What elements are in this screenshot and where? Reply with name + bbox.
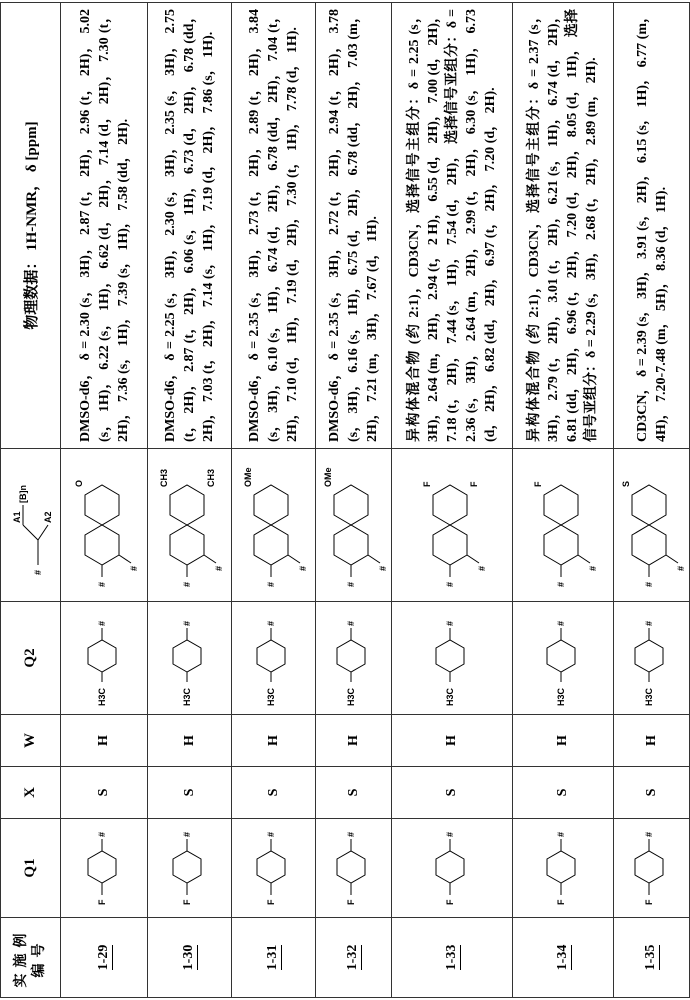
svg-text:H3C: H3C bbox=[644, 687, 654, 706]
svg-text:F: F bbox=[182, 899, 192, 905]
fused-ring-structure bbox=[152, 455, 222, 595]
svg-text:#: # bbox=[182, 832, 192, 837]
fused-ring-structure bbox=[67, 455, 137, 595]
svg-text:OMe: OMe bbox=[323, 467, 333, 487]
fluorophenyl-structure bbox=[72, 823, 132, 913]
nmr-data: DMSO-d6， δ = 2.35 (s， 3H)， 2.73 (t， 2H)， 2.89 (t， 2H)， 3.84 (s， 3H)， 6.10 (s， 1H)， 6.74 (d， 2H)， 6.78 (dd， 2H)， 7.04 (t， 2H)， 7.10 (d， 1H)， 7.19 (d， 2H)， 7.30 (t， 1H)， 7.78 (d， 1H). bbox=[232, 3, 316, 449]
svg-text:#: # bbox=[97, 832, 107, 837]
fluorophenyl-structure bbox=[321, 823, 381, 913]
fragment-structure bbox=[392, 449, 513, 602]
svg-text:#: # bbox=[556, 582, 566, 587]
table-row bbox=[232, 3, 316, 998]
example-no: 1-35 bbox=[614, 918, 690, 998]
q2-structure bbox=[392, 602, 513, 715]
q2-structure bbox=[316, 602, 392, 715]
svg-text:#: # bbox=[445, 832, 455, 837]
x-value: S bbox=[513, 767, 614, 819]
svg-text:H3C: H3C bbox=[97, 687, 107, 706]
fragment-structure bbox=[232, 449, 316, 602]
tolyl-structure bbox=[72, 608, 132, 708]
svg-text:F: F bbox=[469, 481, 479, 487]
fluorophenyl-structure bbox=[420, 823, 480, 913]
svg-text:H3C: H3C bbox=[266, 687, 276, 706]
nmr-data: 异构体混合物 (约 2:1)，CD3CN，选择信号主组分：δ = 2.37 (s， 3H)， 2.79 (t， 2H)， 3.01 (t， 2H)， 6.21 (s， 1H)， 6.74 (d， 2H)， 6.81 (dd， 2H)， 6.96 (t， 2H)， 7.20 (d， 2H)， 8.05 (d， 1H)， 选择信号亚组分：δ = 2.29 (s， 3H)， 2.68 (t， 2H)， 2.89 (m， 2H). bbox=[513, 3, 614, 449]
svg-text:F: F bbox=[346, 899, 356, 905]
svg-text:#: # bbox=[182, 621, 192, 626]
table-row bbox=[392, 3, 513, 998]
svg-text:[B]n: [B]n bbox=[18, 485, 28, 503]
q2-structure bbox=[61, 602, 148, 715]
patent-page bbox=[0, 0, 670, 1000]
svg-text:CH3: CH3 bbox=[206, 469, 216, 487]
svg-text:#: # bbox=[445, 621, 455, 626]
fused-ring-structure bbox=[316, 455, 386, 595]
q1-structure bbox=[513, 819, 614, 918]
svg-text:#: # bbox=[97, 621, 107, 626]
svg-text:F: F bbox=[533, 481, 543, 487]
fragment-structure bbox=[61, 449, 148, 602]
svg-text:H3C: H3C bbox=[182, 687, 192, 706]
svg-text:#: # bbox=[266, 832, 276, 837]
example-no: 1-32 bbox=[316, 918, 392, 998]
example-no: 1-29 bbox=[61, 918, 148, 998]
svg-text:#: # bbox=[129, 566, 139, 571]
svg-text:#: # bbox=[477, 566, 487, 571]
svg-text:H3C: H3C bbox=[556, 687, 566, 706]
rotated-table-wrapper bbox=[0, 0, 670, 1000]
svg-text:F: F bbox=[556, 899, 566, 905]
svg-text:F: F bbox=[445, 899, 455, 905]
w-value: H bbox=[513, 715, 614, 767]
table-row bbox=[148, 3, 232, 998]
svg-text:CH3: CH3 bbox=[159, 469, 169, 487]
q2-structure bbox=[148, 602, 232, 715]
tolyl-structure bbox=[321, 608, 381, 708]
w-value: H bbox=[232, 715, 316, 767]
fused-ring-structure bbox=[526, 455, 596, 595]
x-value: S bbox=[392, 767, 513, 819]
svg-text:H3C: H3C bbox=[445, 687, 455, 706]
svg-text:#: # bbox=[266, 621, 276, 626]
svg-text:#: # bbox=[346, 832, 356, 837]
q1-structure bbox=[614, 819, 690, 918]
header-row bbox=[1, 3, 61, 998]
header-x: X bbox=[1, 767, 61, 819]
svg-text:#: # bbox=[556, 621, 566, 626]
header-fragment bbox=[1, 449, 61, 602]
svg-text:OMe: OMe bbox=[243, 467, 253, 487]
compound-table bbox=[0, 2, 690, 998]
svg-text:H3C: H3C bbox=[346, 687, 356, 706]
w-value: H bbox=[148, 715, 232, 767]
w-value: H bbox=[316, 715, 392, 767]
table-row bbox=[513, 3, 614, 998]
example-no: 1-34 bbox=[513, 918, 614, 998]
svg-text:#: # bbox=[298, 566, 308, 571]
svg-text:#: # bbox=[676, 566, 686, 571]
nmr-data: CD3CN， δ = 2.39 (s， 3H)， 3.91 (s， 2H)， 6.15 (s， 1H)， 6.77 (m， 4H)， 7.20-7.48 (m， 5H)， 8.36 (d， 1H). bbox=[614, 3, 690, 449]
q1-structure bbox=[392, 819, 513, 918]
svg-text:#: # bbox=[644, 832, 654, 837]
q2-structure bbox=[513, 602, 614, 715]
svg-text:#: # bbox=[644, 582, 654, 587]
nmr-data: DMSO-d6， δ = 2.30 (s， 3H)， 2.87 (t， 2H)， 2.96 (t， 2H)， 5.02 (s， 1H)， 6.22 (s， 1H)， 6.62 (d， 2H)， 7.14 (d， 2H)， 7.30 (t， 2H)， 7.36 (s， 1H)， 7.39 (s， 1H)， 7.58 (dd， 2H). bbox=[61, 3, 148, 449]
fluorophenyl-structure bbox=[241, 823, 301, 913]
svg-text:F: F bbox=[97, 899, 107, 905]
q1-structure bbox=[232, 819, 316, 918]
table-row bbox=[614, 3, 690, 998]
svg-text:#: # bbox=[588, 566, 598, 571]
svg-text:#: # bbox=[644, 621, 654, 626]
q2-structure bbox=[232, 602, 316, 715]
example-no: 1-31 bbox=[232, 918, 316, 998]
svg-text:F: F bbox=[266, 899, 276, 905]
header-nmr: 物理数据： 1H-NMR， δ [ppm] bbox=[1, 3, 61, 449]
svg-text:#: # bbox=[182, 582, 192, 587]
q2-structure bbox=[614, 602, 690, 715]
fluorophenyl-structure bbox=[531, 823, 591, 913]
svg-text:#: # bbox=[33, 570, 43, 575]
fluorophenyl-structure bbox=[157, 823, 217, 913]
w-value: H bbox=[614, 715, 690, 767]
tolyl-structure bbox=[531, 608, 591, 708]
svg-text:#: # bbox=[214, 566, 224, 571]
header-q2: Q2 bbox=[1, 602, 61, 715]
svg-text:#: # bbox=[346, 582, 356, 587]
svg-text:#: # bbox=[556, 832, 566, 837]
svg-text:#: # bbox=[378, 566, 388, 571]
fragment-structure bbox=[316, 449, 392, 602]
q1-structure bbox=[148, 819, 232, 918]
nmr-data: DMSO-d6， δ = 2.35 (s， 3H)， 2.72 (t， 2H)， 2.94 (t， 2H)， 3.78 (s， 3H)， 6.16 (s， 1H)， 6.75 (d， 2H)， 6.78 (dd， 2H)， 7.03 (m， 2H)， 7.21 (m， 3H)， 7.67 (d， 1H). bbox=[316, 3, 392, 449]
fused-ring-structure bbox=[415, 455, 485, 595]
tolyl-structure bbox=[241, 608, 301, 708]
fragment-generic-structure bbox=[3, 465, 53, 585]
w-value: H bbox=[392, 715, 513, 767]
tolyl-structure bbox=[420, 608, 480, 708]
example-no: 1-30 bbox=[148, 918, 232, 998]
x-value: S bbox=[148, 767, 232, 819]
x-value: S bbox=[614, 767, 690, 819]
example-no: 1-33 bbox=[392, 918, 513, 998]
x-value: S bbox=[232, 767, 316, 819]
w-value: H bbox=[61, 715, 148, 767]
svg-text:O: O bbox=[74, 480, 84, 487]
svg-text:#: # bbox=[97, 582, 107, 587]
svg-text:#: # bbox=[346, 621, 356, 626]
fragment-structure bbox=[148, 449, 232, 602]
svg-text:A2: A2 bbox=[43, 511, 53, 523]
svg-text:#: # bbox=[445, 582, 455, 587]
nmr-data: 异构体混合物 (约 2:1)，CD3CN，选择信号主组分：δ = 2.25 (s， 3H)， 2.64 (m， 2H)， 2.94 (t， 2 H)， 6.55 (d， 2H)， 7.00 (d， 2H)， 7.18 (t， 2H)， 7.44 (s， 1H)， 7.54 (d， 2H)， 选择信号亚组分：δ = 2.36 (s， 3H)， 2.64 (m， 2H)， 2.99 (t， 2H)， 6.30 (s， 1H)， 6.73 (d， 2H)， 6.82 (dd， 2H)， 6.97 (t， 2H)， 7.20 (d， 2H). bbox=[392, 3, 513, 449]
header-w: W bbox=[1, 715, 61, 767]
x-value: S bbox=[61, 767, 148, 819]
table-row bbox=[61, 3, 148, 998]
svg-text:S: S bbox=[621, 481, 631, 487]
header-q1: Q1 bbox=[1, 819, 61, 918]
fused-ring-structure bbox=[614, 455, 684, 595]
q1-structure bbox=[316, 819, 392, 918]
fragment-structure bbox=[614, 449, 690, 602]
header-example-no: 实施例编号 bbox=[1, 918, 61, 998]
svg-text:A1: A1 bbox=[12, 511, 22, 523]
svg-text:#: # bbox=[266, 582, 276, 587]
x-value: S bbox=[316, 767, 392, 819]
fused-ring-structure bbox=[236, 455, 306, 595]
table-row bbox=[316, 3, 392, 998]
tolyl-structure bbox=[619, 608, 679, 708]
nmr-data: DMSO-d6， δ = 2.25 (s， 3H)， 2.30 (s， 3H)， 2.35 (s， 3H)， 2.75 (t， 2H)， 2.87 (t， 2H)， 6.06 (s， 1H)， 6.73 (d， 2H)， 6.78 (dd， 2H)， 7.03 (t， 2H)， 7.14 (s， 1H)， 7.19 (d， 2H)， 7.86 (s， 1H). bbox=[148, 3, 232, 449]
q1-structure bbox=[61, 819, 148, 918]
fluorophenyl-structure bbox=[619, 823, 679, 913]
tolyl-structure bbox=[157, 608, 217, 708]
fragment-structure bbox=[513, 449, 614, 602]
svg-text:F: F bbox=[644, 899, 654, 905]
svg-text:F: F bbox=[422, 481, 432, 487]
